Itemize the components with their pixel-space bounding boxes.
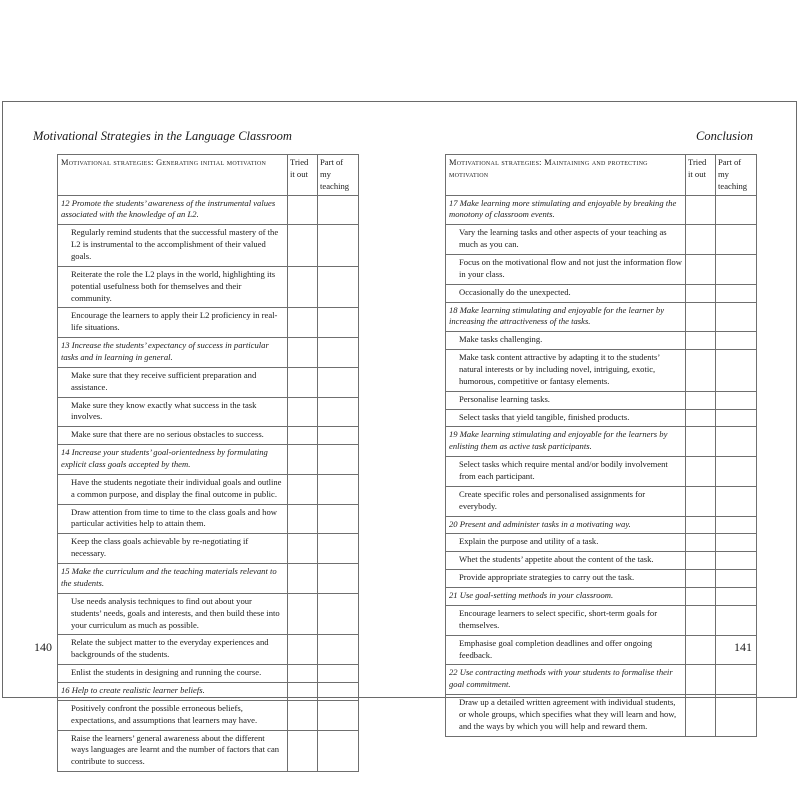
book-spread — [2, 101, 797, 767]
strategy-row — [446, 457, 757, 487]
part-of-teaching-checkbox-cell — [716, 588, 757, 606]
part-of-teaching-checkbox-cell[interactable] — [716, 570, 757, 588]
tried-checkbox-cell[interactable] — [288, 474, 318, 504]
strategy-text: Draw up a detailed written agreement with individual students, or whole groups, which specifies what they will learn and how, and the ways by which you will help and reward them. — [446, 695, 686, 737]
tried-checkbox-cell[interactable] — [686, 409, 716, 427]
strategy-text: Emphasise goal completion deadlines and offer ongoing feedback. — [446, 635, 686, 665]
strategy-row — [58, 474, 359, 504]
part-of-teaching-checkbox-cell[interactable] — [318, 427, 359, 445]
strategy-row — [446, 255, 757, 285]
part-of-teaching-checkbox-cell[interactable] — [716, 332, 757, 350]
table-header-row — [58, 155, 359, 196]
section-row — [446, 588, 757, 606]
part-of-teaching-checkbox-cell[interactable] — [716, 391, 757, 409]
tried-checkbox-cell — [686, 195, 716, 225]
section-row — [58, 338, 359, 368]
part-of-teaching-checkbox-cell[interactable] — [318, 474, 359, 504]
tried-checkbox-cell[interactable] — [288, 730, 318, 772]
part-of-teaching-checkbox-cell[interactable] — [716, 486, 757, 516]
part-of-teaching-checkbox-cell[interactable] — [318, 308, 359, 338]
part-of-teaching-checkbox-cell — [716, 665, 757, 695]
part-of-teaching-checkbox-cell[interactable] — [318, 266, 359, 308]
section-heading: 16 Help to create realistic learner beliefs. — [58, 682, 288, 700]
strategy-text: Encourage the learners to apply their L2 proficiency in real-life situations. — [58, 308, 288, 338]
strategy-text: Draw attention from time to time to the class goals and how particular activities help to attain them. — [58, 504, 288, 534]
part-of-teaching-checkbox-cell[interactable] — [318, 700, 359, 730]
tried-checkbox-cell — [686, 516, 716, 534]
strategy-row — [58, 308, 359, 338]
right-page-number: 141 — [734, 640, 752, 654]
strategy-text: Have the students negotiate their individual goals and outline a common purpose, and display the final outcome in public. — [58, 474, 288, 504]
part-of-teaching-checkbox-cell[interactable] — [318, 635, 359, 665]
section-row — [58, 195, 359, 225]
section-row — [446, 516, 757, 534]
strategy-row — [58, 593, 359, 635]
left-running-head: Motivational Strategies in the Language Classroom — [33, 129, 292, 143]
tried-checkbox-cell — [288, 445, 318, 475]
section-heading: 19 Make learning stimulating and enjoyable for the learners by enlisting them as active task participants. — [446, 427, 686, 457]
part-of-teaching-checkbox-cell[interactable] — [318, 367, 359, 397]
tried-checkbox-cell — [686, 588, 716, 606]
strategy-text: Focus on the motivational flow and not just the information flow in your class. — [446, 255, 686, 285]
section-heading: 21 Use goal-setting methods in your classroom. — [446, 588, 686, 606]
strategy-text: Regularly remind students that the successful mastery of the L2 is instrumental to the accomplishment of their valued goals. — [58, 225, 288, 267]
part-of-teaching-checkbox-cell[interactable] — [716, 284, 757, 302]
part-of-teaching-checkbox-cell — [318, 564, 359, 594]
strategy-text: Personalise learning tasks. — [446, 391, 686, 409]
strategy-text: Make sure that they receive sufficient preparation and assistance. — [58, 367, 288, 397]
strategy-row — [58, 504, 359, 534]
column-header-part-of-teaching: Part of my teaching — [318, 155, 359, 196]
left-page — [3, 102, 403, 767]
strategy-row — [446, 570, 757, 588]
part-of-teaching-checkbox-cell — [318, 682, 359, 700]
part-of-teaching-checkbox-cell[interactable] — [716, 225, 757, 255]
tried-checkbox-cell[interactable] — [686, 534, 716, 552]
section-heading: 15 Make the curriculum and the teaching materials relevant to the students. — [58, 564, 288, 594]
column-header-part-of-teaching: Part of my teaching — [716, 155, 757, 196]
tried-checkbox-cell[interactable] — [288, 593, 318, 635]
strategy-row — [446, 332, 757, 350]
strategy-row — [58, 700, 359, 730]
strategy-text: Use needs analysis techniques to find out about your students’ needs, goals and interests, and then build these into your curriculum as much as possible. — [58, 593, 288, 635]
strategy-row — [58, 367, 359, 397]
tried-checkbox-cell[interactable] — [288, 397, 318, 427]
tried-checkbox-cell[interactable] — [686, 332, 716, 350]
strategy-text: Relate the subject matter to the everyday experiences and backgrounds of the students. — [58, 635, 288, 665]
strategy-row — [446, 391, 757, 409]
strategy-text: Select tasks which require mental and/or bodily involvement from each participant. — [446, 457, 686, 487]
strategy-text: Make sure they know exactly what success in the task involves. — [58, 397, 288, 427]
part-of-teaching-checkbox-cell[interactable] — [318, 504, 359, 534]
part-of-teaching-checkbox-cell[interactable] — [716, 409, 757, 427]
tried-checkbox-cell[interactable] — [288, 367, 318, 397]
strategy-row — [446, 409, 757, 427]
tried-checkbox-cell — [686, 665, 716, 695]
section-heading: 18 Make learning stimulating and enjoyable for the learner by increasing the attractiveness of the tasks. — [446, 302, 686, 332]
section-row — [58, 445, 359, 475]
tried-checkbox-cell — [288, 682, 318, 700]
strategy-row — [446, 225, 757, 255]
tried-checkbox-cell[interactable] — [686, 635, 716, 665]
section-heading: 12 Promote the students’ awareness of the instrumental values associated with the knowledge of an L2. — [58, 195, 288, 225]
part-of-teaching-checkbox-cell[interactable] — [716, 255, 757, 285]
strategy-row — [446, 534, 757, 552]
tried-checkbox-cell[interactable] — [288, 266, 318, 308]
strategy-text: Select tasks that yield tangible, finished products. — [446, 409, 686, 427]
tried-checkbox-cell[interactable] — [686, 570, 716, 588]
table-header-row — [446, 155, 757, 196]
left-checklist-table — [57, 154, 359, 772]
strategy-row — [58, 427, 359, 445]
strategy-row — [58, 397, 359, 427]
section-row — [58, 564, 359, 594]
part-of-teaching-checkbox-cell[interactable] — [318, 730, 359, 772]
section-row — [446, 302, 757, 332]
tried-checkbox-cell[interactable] — [686, 350, 716, 392]
part-of-teaching-checkbox-cell[interactable] — [318, 593, 359, 635]
strategy-text: Enlist the students in designing and running the course. — [58, 665, 288, 683]
right-checklist-table — [445, 154, 757, 737]
strategy-text: Occasionally do the unexpected. — [446, 284, 686, 302]
part-of-teaching-checkbox-cell[interactable] — [318, 534, 359, 564]
tried-checkbox-cell[interactable] — [686, 605, 716, 635]
tried-checkbox-cell — [288, 195, 318, 225]
left-page-number: 140 — [34, 640, 52, 654]
strategy-row — [58, 534, 359, 564]
part-of-teaching-checkbox-cell[interactable] — [716, 457, 757, 487]
tried-checkbox-cell[interactable] — [686, 457, 716, 487]
strategy-text: Make task content attractive by adapting it to the students’ natural interests or by including novel, intriguing, exotic, humorous, competitive or fantasy elements. — [446, 350, 686, 392]
tried-checkbox-cell[interactable] — [686, 284, 716, 302]
strategy-row — [446, 605, 757, 635]
strategy-row — [58, 635, 359, 665]
strategy-text: Vary the learning tasks and other aspects of your teaching as much as you can. — [446, 225, 686, 255]
tried-checkbox-cell[interactable] — [288, 534, 318, 564]
tried-checkbox-cell[interactable] — [288, 665, 318, 683]
strategy-text: Whet the students’ appetite about the content of the task. — [446, 552, 686, 570]
part-of-teaching-checkbox-cell — [716, 302, 757, 332]
strategy-row — [446, 552, 757, 570]
strategy-text: Explain the purpose and utility of a task. — [446, 534, 686, 552]
tried-checkbox-cell[interactable] — [288, 504, 318, 534]
tried-checkbox-cell[interactable] — [686, 695, 716, 737]
strategy-row — [446, 695, 757, 737]
strategy-text: Positively confront the possible erroneous beliefs, expectations, and assumptions that learners may have. — [58, 700, 288, 730]
tried-checkbox-cell[interactable] — [686, 552, 716, 570]
part-of-teaching-checkbox-cell[interactable] — [716, 552, 757, 570]
strategy-row — [58, 225, 359, 267]
tried-checkbox-cell[interactable] — [288, 635, 318, 665]
table-title: Motivational strategies: Maintaining and protecting motivation — [446, 155, 686, 196]
part-of-teaching-checkbox-cell — [716, 516, 757, 534]
tried-checkbox-cell[interactable] — [288, 308, 318, 338]
tried-checkbox-cell — [288, 564, 318, 594]
tried-checkbox-cell[interactable] — [686, 225, 716, 255]
strategy-row — [58, 730, 359, 772]
part-of-teaching-checkbox-cell[interactable] — [716, 605, 757, 635]
part-of-teaching-checkbox-cell[interactable] — [318, 665, 359, 683]
section-row — [446, 427, 757, 457]
strategy-text: Create specific roles and personalised assignments for everybody. — [446, 486, 686, 516]
part-of-teaching-checkbox-cell — [318, 445, 359, 475]
strategy-row — [446, 486, 757, 516]
section-heading: 20 Present and administer tasks in a motivating way. — [446, 516, 686, 534]
section-row — [446, 195, 757, 225]
tried-checkbox-cell — [686, 427, 716, 457]
part-of-teaching-checkbox-cell[interactable] — [318, 225, 359, 267]
tried-checkbox-cell — [686, 302, 716, 332]
tried-checkbox-cell — [288, 338, 318, 368]
section-heading: 13 Increase the students’ expectancy of success in particular tasks and in learning in general. — [58, 338, 288, 368]
strategy-text: Encourage learners to select specific, short-term goals for themselves. — [446, 605, 686, 635]
tried-checkbox-cell[interactable] — [686, 486, 716, 516]
strategy-text: Provide appropriate strategies to carry out the task. — [446, 570, 686, 588]
strategy-row — [58, 266, 359, 308]
tried-checkbox-cell[interactable] — [288, 700, 318, 730]
part-of-teaching-checkbox-cell — [716, 195, 757, 225]
section-row — [446, 665, 757, 695]
section-heading: 22 Use contracting methods with your students to formalise their goal commitment. — [446, 665, 686, 695]
part-of-teaching-checkbox-cell — [318, 195, 359, 225]
strategy-row — [58, 665, 359, 683]
strategy-text: Keep the class goals achievable by re-negotiating if necessary. — [58, 534, 288, 564]
section-heading: 17 Make learning more stimulating and enjoyable by breaking the monotony of classroom events. — [446, 195, 686, 225]
column-header-tried: Tried it out — [288, 155, 318, 196]
strategy-row — [446, 635, 757, 665]
part-of-teaching-checkbox-cell — [318, 338, 359, 368]
tried-checkbox-cell[interactable] — [288, 427, 318, 445]
right-page — [403, 102, 798, 731]
strategy-text: Make sure that there are no serious obstacles to success. — [58, 427, 288, 445]
column-header-tried: Tried it out — [686, 155, 716, 196]
part-of-teaching-checkbox-cell[interactable] — [318, 397, 359, 427]
strategy-text: Raise the learners’ general awareness about the different ways languages are learnt and the number of factors that can contribute to success. — [58, 730, 288, 772]
part-of-teaching-checkbox-cell[interactable] — [716, 695, 757, 737]
strategy-row — [446, 350, 757, 392]
section-heading: 14 Increase your students’ goal-orientedness by formulating explicit class goals accepted by them. — [58, 445, 288, 475]
strategy-text: Make tasks challenging. — [446, 332, 686, 350]
part-of-teaching-checkbox-cell[interactable] — [716, 534, 757, 552]
part-of-teaching-checkbox-cell — [716, 427, 757, 457]
table-title: Motivational strategies: Generating initial motivation — [58, 155, 288, 196]
right-running-head: Conclusion — [696, 129, 753, 143]
tried-checkbox-cell[interactable] — [686, 255, 716, 285]
tried-checkbox-cell[interactable] — [288, 225, 318, 267]
strategy-text: Reiterate the role the L2 plays in the world, highlighting its potential usefulness both for themselves and their community. — [58, 266, 288, 308]
part-of-teaching-checkbox-cell[interactable] — [716, 350, 757, 392]
section-row — [58, 682, 359, 700]
tried-checkbox-cell[interactable] — [686, 391, 716, 409]
strategy-row — [446, 284, 757, 302]
